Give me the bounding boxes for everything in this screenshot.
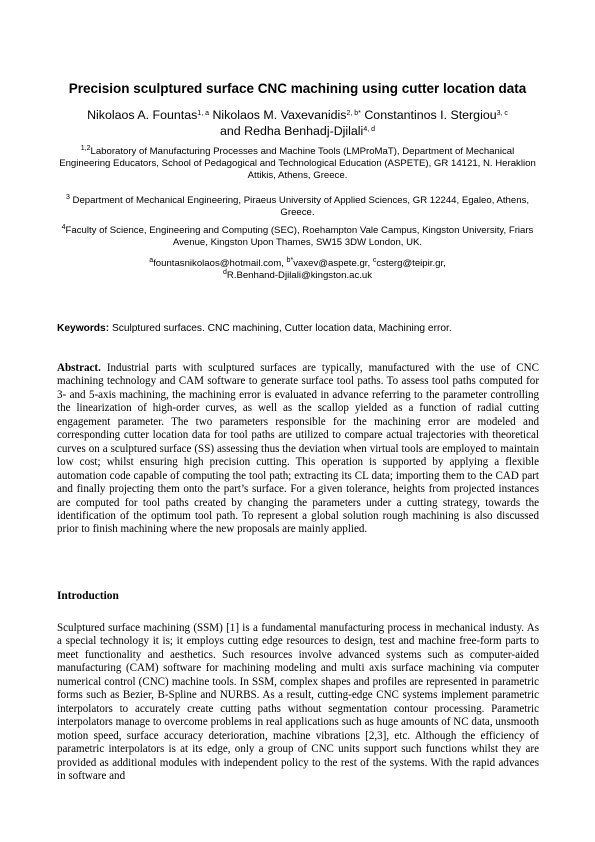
affiliation-2-text: Department of Mechanical Engineering, Piraeus University of Applied Sciences, GR 12244, Egaleo, Athens, Greece. xyxy=(72,195,530,219)
email-d[interactable]: R.Benhand-Djilali@kingston.ac.uk xyxy=(226,270,373,282)
affiliation-3 xyxy=(55,225,540,249)
email-d-marker: d xyxy=(222,269,227,277)
affiliation-1-text: Laboratory of Manufacturing Processes and Machine Tools (LMProMaT), Department of Mechanical Engineering Educators, School of Pedagogical and Technological Education (ASPETE), GR 14121, N. Heraklion Attikis, Athens, Greece. xyxy=(59,146,536,182)
email-c[interactable]: csterg@teipir.gr, xyxy=(376,258,446,269)
email-a-marker: a xyxy=(149,257,154,264)
author-1: Nikolaos A. Fountas xyxy=(87,108,198,122)
email-b[interactable]: vaxev@aspete.gr, xyxy=(293,258,371,269)
email-a[interactable]: fountasnikolaos@hotmail.com, xyxy=(153,258,284,269)
abstract xyxy=(57,362,539,537)
affiliation-1 xyxy=(55,146,540,183)
introduction-paragraph: Sculptured surface machining (SSM) [1] is a fundamental manufacturing process in mechanical industy. As a special technology it is; it employs cutting edge resources to design, test and machine free-form parts to meet functionality and aesthetics. Such resources involve advanced systems such as computer-aided manufacturing (CAM) software for machining modeling and multi axis surface machining via computer numerical control (CNC) machine tools. In SSM, complex shapes and profiles are represented in parametric forms such as Bezier, B-Spline and NURBS. As a result, cutting-edge CNC systems implement parametric interpolators to accurately create cutting paths without segmentation contour processing. Parametric interpolators manage to overcome problems in real applications such as huge amounts of NC data, unsmooth motion speed, surface accuracy deterioration, machine vibrations [2,3], etc. Although the efficiency of parametric interpolators is at its edge, only a group of CNC units support such functions whilst they are provided as additional modules with independent policy to the rest of the systems. With the rapid advances in software and xyxy=(57,622,539,782)
author-conjunction: and xyxy=(220,124,241,138)
author-2-marker: 2, b* xyxy=(346,110,361,117)
author-2: Nikolaos M. Vaxevanidis xyxy=(212,108,347,122)
keywords-text: Sculptured surfaces. CNC machining, Cutter location data, Machining error. xyxy=(111,323,452,334)
abstract-label: Abstract. xyxy=(57,362,101,374)
author-1-marker: 1, a xyxy=(197,110,209,117)
abstract-text: Industrial parts with sculptured surfaces are typically, manufactured with the use of CNC machining technology and CAM software to generate surface tool paths. To assess tool paths computed for 3- and 5-axis machining, the machining error is evaluated in advance referring to the parameter controlling the linearization of high-order curves, as well as the scallop yielded as a function of radial cutting engagement parameter. The two parameters responsible for the machining error are modeled and corresponding cutter location data for tool paths are utilized to compare actual trajectories with theoretical curves on a sculptured surface (SS) assessing thus the deviation when virtual tools are employed to maintain low cost; whilst ensuring high precision cutting. This operation is supported by applying a flexible automation code capable of computing the tool path; extracting its CL data; importing them to the CAD part and finally projecting them onto the part’s surface. For a given tolerance, heights from projected instances are computed for tool paths created by changing the parameters under a cutting strategy, towards the identification of the optimum tool path. To represent a global solution rough machining is also discussed prior to finish machining where the new proposals are mainly applied. xyxy=(57,362,539,536)
affiliation-3-text: Faculty of Science, Engineering and Computing (SEC), Roehampton Vale Campus, Kingston University, Friars Avenue, Kingston Upon Thames, SW15 3DW London, UK. xyxy=(65,225,534,249)
author-list xyxy=(40,107,555,139)
keywords-label: Keywords: xyxy=(57,323,110,334)
affiliation-3-marker: 4 xyxy=(61,224,66,231)
author-3: Constantinos I. Stergiou xyxy=(364,108,497,122)
affiliation-2-marker: 3 xyxy=(65,194,70,201)
email-c-marker: c xyxy=(372,257,377,264)
paper-title: Precision sculptured surface CNC machining using cutter location data xyxy=(68,81,527,96)
author-4-marker: 4, d xyxy=(363,126,375,133)
email-b-marker: b* xyxy=(286,257,294,264)
keywords xyxy=(57,322,542,335)
section-heading-introduction: Introduction xyxy=(57,590,119,602)
author-4: Redha Benhadj-Djilali xyxy=(244,124,364,138)
email-list xyxy=(55,258,540,282)
author-3-marker: 3, c xyxy=(496,110,508,117)
affiliation-2 xyxy=(55,195,540,219)
affiliation-1-marker: 1,2 xyxy=(80,145,91,152)
